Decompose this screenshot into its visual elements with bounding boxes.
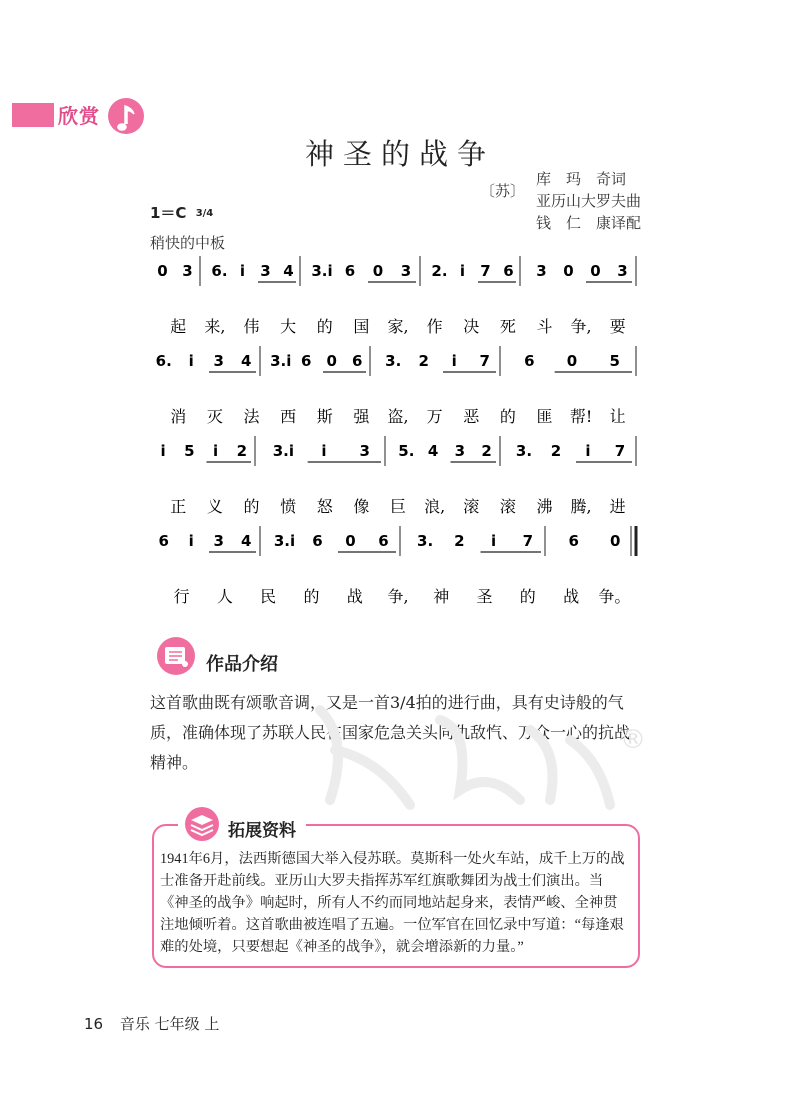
credits-country: 〔苏〕 — [480, 182, 526, 200]
note: 3.i — [311, 262, 333, 280]
note: 2 — [481, 442, 492, 460]
lyric: 民 — [260, 587, 277, 606]
note: 3. — [515, 442, 533, 460]
extension-text: 1941年6月，法西斯德国大举入侵苏联。莫斯科一处火车站，成千上万的战士准备开赴前线。亚历山大罗夫指挥苏军红旗歌舞团为战士们演出。当《神圣的战争》响起时，所有人不约而同地站起身来，表情严峻、全神贯注地倾听着。这首歌曲被连唱了五遍。一位军官在回忆录中写道：“每逢艰难的处境，只要想起《神圣的战争》，就会增添新的力量。” — [160, 851, 625, 955]
note: 6 — [312, 532, 323, 550]
credit-composer: 亚历山大罗夫曲 — [536, 192, 642, 210]
note: 3 — [213, 352, 224, 370]
lyric: 的 — [243, 497, 260, 516]
lyric: 滚 — [463, 497, 480, 516]
note: 2 — [236, 442, 248, 460]
lyric: 斗 — [536, 317, 553, 336]
note: 5 — [609, 352, 620, 370]
lyric: 愤 — [280, 497, 297, 516]
lyric: 的 — [316, 317, 333, 336]
lyric: 正 — [170, 497, 187, 516]
note: i — [451, 352, 457, 370]
note: 3 — [359, 442, 370, 460]
lyric: 消 — [170, 407, 187, 426]
lyric: 义 — [206, 497, 223, 516]
lyric: 进 — [609, 497, 626, 516]
lyric: 争, — [387, 587, 409, 606]
lyric: 帮! — [569, 407, 593, 426]
lyric: 万 — [426, 407, 443, 426]
lyric: 滚 — [499, 497, 516, 516]
lyric: 盗, — [387, 407, 409, 426]
song-title: 神圣的战争 — [304, 137, 495, 171]
lyric: 作 — [426, 317, 443, 336]
note: 2 — [454, 532, 465, 550]
lyric: 的 — [519, 587, 536, 606]
lyric: 伟 — [243, 317, 260, 336]
note: 6 — [568, 532, 579, 550]
note: 2 — [418, 352, 429, 370]
lyric: 的 — [499, 407, 516, 426]
note: 0 — [326, 352, 337, 370]
lyric: 西 — [280, 407, 297, 426]
extension-title: 拓展资料 — [228, 821, 296, 841]
note: 3 — [182, 262, 193, 280]
scroll-icon — [156, 636, 196, 676]
lyric: 要 — [609, 317, 626, 336]
lyric: 国 — [353, 317, 370, 336]
lyric: 圣 — [476, 587, 493, 606]
note: 3 — [213, 532, 224, 550]
lyric: 腾, — [570, 497, 592, 516]
note: 3 — [536, 262, 547, 280]
note: 0 — [590, 262, 601, 280]
note: 3. — [385, 352, 402, 370]
note: 4 — [283, 262, 294, 280]
note: i — [213, 442, 219, 460]
note: 6 — [301, 352, 312, 370]
lyric: 的 — [303, 587, 320, 606]
lyric: 灭 — [206, 407, 223, 426]
lyric: 起 — [170, 317, 187, 336]
lyric: 怒 — [316, 497, 333, 516]
lyric: 行 — [173, 587, 190, 606]
lyric: 战 — [346, 587, 363, 606]
lyric: 死 — [499, 317, 516, 336]
note: 7 — [614, 442, 626, 460]
lyric: 来, — [204, 317, 226, 336]
note: 6 — [158, 532, 169, 550]
note: 3. — [417, 532, 434, 550]
note: 6. — [211, 262, 228, 280]
note: 6 — [503, 262, 514, 280]
note: 0 — [566, 352, 578, 370]
note: 7 — [480, 262, 491, 280]
time-signature-text: 3/4 — [195, 207, 214, 219]
note: 7 — [522, 532, 534, 550]
lyric: 法 — [243, 407, 260, 426]
page-number: 16 — [84, 1015, 104, 1033]
lyric: 沸 — [536, 497, 553, 516]
footer — [84, 1013, 219, 1034]
lyric: 匪 — [536, 407, 553, 426]
credit-lyricist: 库 玛 奇词 — [536, 170, 627, 188]
tempo-marking: 稍快的中板 — [150, 234, 226, 252]
note: 3.i — [270, 352, 292, 370]
note: 6 — [344, 262, 356, 280]
note: 6 — [378, 532, 389, 550]
lyric: 神 — [433, 587, 450, 606]
note: i — [491, 532, 497, 550]
note: 0 — [610, 532, 621, 550]
note: 2. — [431, 262, 448, 280]
lyric: 家, — [387, 317, 409, 336]
intro-text: 这首歌曲既有颂歌音调，又是一首3/4拍的进行曲，具有史诗般的气质，准确体现了苏联人民在国家危急关头同仇敌忾、万众一心的抗战精神。 — [150, 693, 631, 772]
lyric: 让 — [609, 407, 626, 426]
lyric: 强 — [353, 407, 370, 426]
key: 1＝C — [150, 204, 187, 222]
book-title: 音乐 七年级 上 — [119, 1015, 220, 1033]
note: 4 — [427, 442, 439, 460]
note: 3 — [260, 262, 271, 280]
note: i — [585, 442, 591, 460]
note: 3 — [400, 262, 412, 280]
note: i — [239, 262, 246, 280]
lyric: 争, — [570, 317, 592, 336]
note: 3 — [454, 442, 466, 460]
note: 4 — [241, 532, 252, 550]
note: 3.i — [272, 442, 294, 460]
lyric: 大 — [280, 317, 297, 336]
lyric: 争。 — [598, 587, 631, 606]
intro-title: 作品介绍 — [206, 654, 278, 675]
lyric: 决 — [463, 317, 480, 336]
watermark-logo — [290, 690, 640, 820]
note: 7 — [479, 352, 490, 370]
note: 2 — [550, 442, 562, 460]
lyric: 浪, — [424, 497, 446, 516]
note: 0 — [157, 262, 168, 280]
note: 6 — [524, 352, 535, 370]
credit-translator: 钱 仁 康译配 — [536, 214, 642, 232]
lyric: 斯 — [316, 407, 333, 426]
lyric: 战 — [563, 587, 580, 606]
lyric: 巨 — [389, 497, 407, 516]
note: 6 — [352, 352, 363, 370]
section-tag: 欣赏 — [58, 104, 100, 128]
lyric: 人 — [216, 587, 233, 606]
note: 6. — [155, 352, 172, 370]
stack-icon — [182, 806, 222, 842]
note: 3 — [617, 262, 628, 280]
lyric: 恶 — [463, 407, 480, 426]
note: 0 — [563, 262, 574, 280]
note: i — [188, 532, 194, 550]
note: i — [160, 442, 166, 460]
note: i — [459, 262, 466, 280]
note: 0 — [345, 532, 356, 550]
note: i — [188, 352, 194, 370]
note: i — [321, 442, 327, 460]
note: 3.i — [273, 532, 296, 550]
note: 0 — [372, 262, 384, 280]
note: 5. — [398, 442, 415, 460]
note: 4 — [241, 352, 252, 370]
registered-mark: ® — [620, 725, 646, 755]
lyric: 像 — [353, 497, 370, 516]
note: 5 — [184, 442, 195, 460]
